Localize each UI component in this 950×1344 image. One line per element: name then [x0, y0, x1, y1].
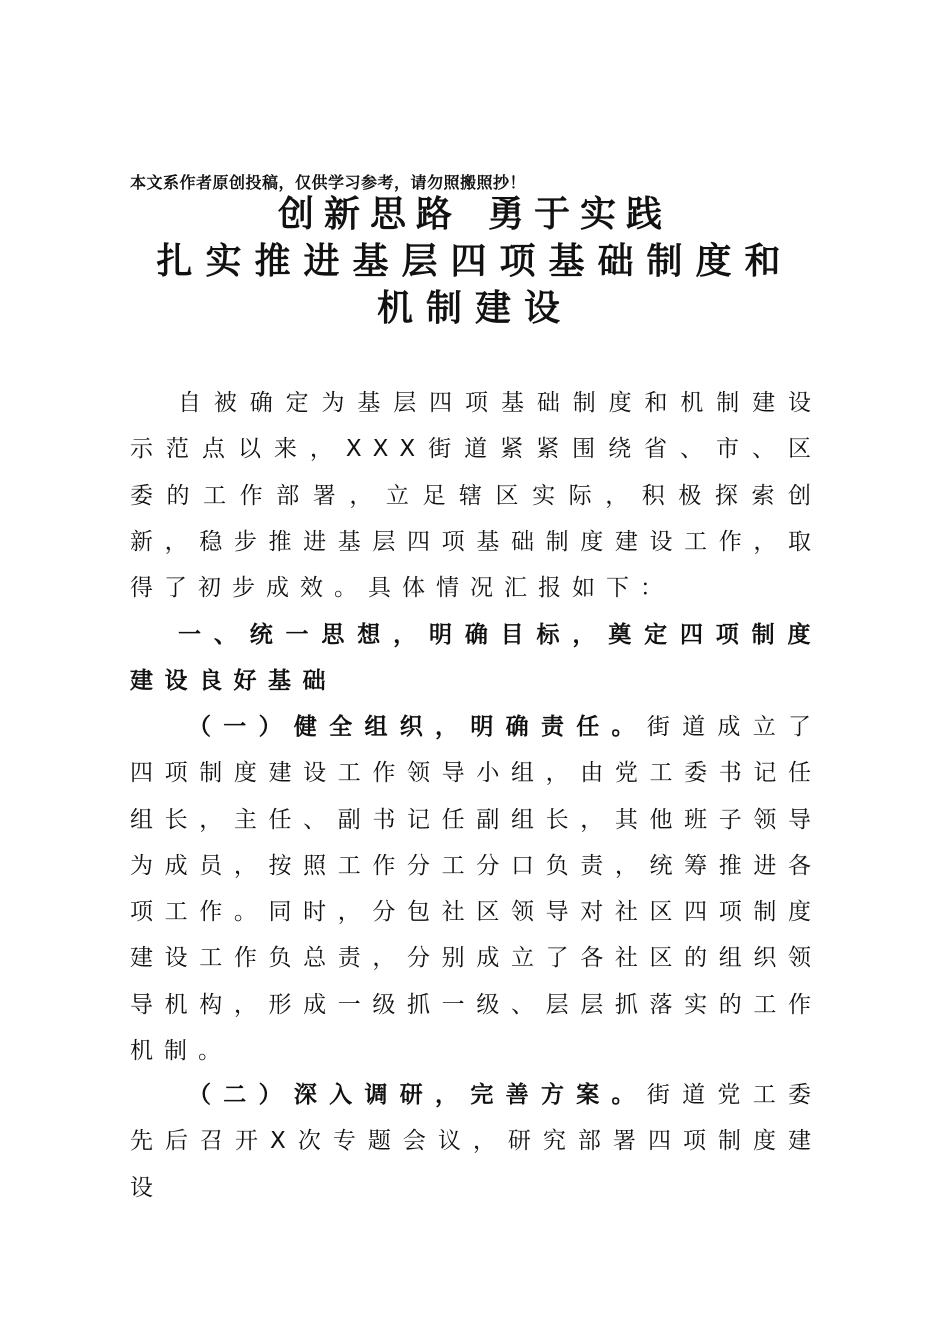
subsection-1-body: 街道成立了四项制度建设工作领导小组，由党工委书记任组长，主任、副书记任副组长，其他班子领导为成员，按照工作分工分口负责，统筹推进各项工作。同时，分包社区领导对社区四项制度建设工作负总责，分别成立了各社区的组织领导机构，形成一级抓一级、层层抓落实的工作机制。	[130, 714, 823, 1065]
section-heading-1: 一、统一思想，明确目标，奠定四项制度建设良好基础	[130, 622, 822, 695]
subsection-1-paragraph	[130, 704, 822, 1074]
title-line-2: 扎实推进基层四项基础制度和	[156, 240, 794, 282]
title-line-1	[110, 192, 840, 236]
subsection-2-title: （二）深入调研，完善方案。	[188, 1082, 647, 1108]
title-line-1-part-2: 勇于实践	[488, 193, 673, 235]
copyright-notice: 本文系作者原创投稿，仅供学习参考，请勿照搬照抄！	[130, 173, 527, 192]
subsection-2-paragraph	[130, 1072, 822, 1211]
intro-paragraph: 自被确定为基层四项基础制度和机制建设示范点以来，XXX街道紧紧围绕省、市、区委的工作部署，立足辖区实际，积极探索创新，稳步推进基层四项基础制度建设工作，取得了初步成效。具体情况汇报如下：	[130, 390, 822, 602]
title-line-3: 机制建设	[376, 287, 573, 329]
subsection-1-title: （一）健全组织，明确责任。	[188, 714, 647, 740]
subsection-2-body: 街道党工委先后召开X次专题会议，研究部署四项制度建设	[130, 1082, 823, 1201]
title-line-1-part-1: 创新思路	[277, 193, 462, 235]
